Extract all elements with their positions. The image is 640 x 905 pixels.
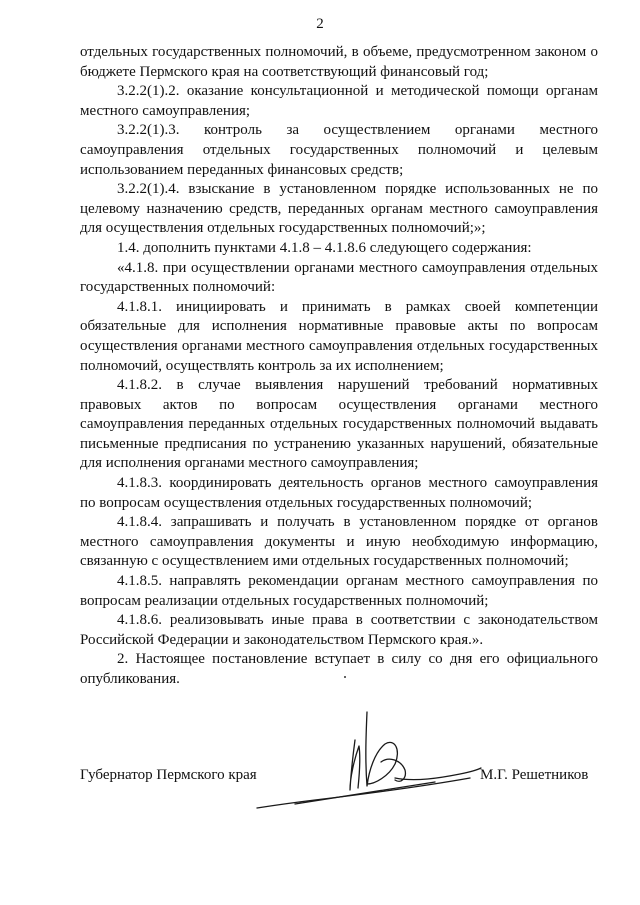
paragraph: 2. Настоящее постановление вступает в силу со дня его официального опубликования. bbox=[80, 651, 598, 687]
paragraph: 4.1.8.2. в случае выявления нарушений требований нормативных правовых актов по вопросам осуществления органами местного самоуправления переданных отдельных государственных полномочий выдавать письменные предписания по устранению указанных нарушений, обязательные для исполнения органами местного самоуправления; bbox=[80, 377, 598, 472]
paragraph: 3.2.2(1).2. оказание консультационной и методической помощи органам местного самоуправления; bbox=[80, 83, 598, 119]
handwritten-signature bbox=[255, 700, 485, 820]
paragraph: 4.1.8.5. направлять рекомендации органам местного самоуправления по вопросам реализации отдельных государственных полномочий; bbox=[80, 573, 598, 609]
page-number: 2 bbox=[316, 16, 324, 32]
paragraph: 4.1.8.3. координировать деятельность органов местного самоуправления по вопросам осуществления отдельных государственных полномочий; bbox=[80, 475, 598, 511]
paragraph: «4.1.8. при осуществлении органами местного самоуправления отдельных государственных полномочий: bbox=[80, 259, 598, 296]
paragraph: 3.2.2(1).4. взыскание в установленном порядке использованных не по целевому назначению средств, переданных органам местного самоуправления для осуществления отдельных государственных полномочий;»; bbox=[80, 181, 598, 237]
signatory-name: М.Г. Решетников bbox=[480, 767, 589, 783]
paragraph: 1.4. дополнить пунктами 4.1.8 – 4.1.8.6 следующего содержания: bbox=[117, 239, 532, 256]
paragraph: 3.2.2(1).3. контроль за осуществлением органами местного самоуправления отдельных государственных полномочий и целевым использованием переданных финансовых средств; bbox=[80, 122, 598, 178]
signatory-position: Губернатор Пермского края bbox=[80, 767, 257, 783]
document-body bbox=[80, 43, 598, 690]
paragraph: 4.1.8.4. запрашивать и получать в установленном порядке от органов местного самоуправления документы и иную необходимую информацию, связанную с осуществлением ими отдельных государственных полномочий; bbox=[80, 514, 598, 570]
paragraph: 4.1.8.6. реализовывать иные права в соответствии с законодательством Российской Федерации и законодательством Пермского края.». bbox=[80, 612, 598, 648]
stray-dot bbox=[344, 676, 346, 678]
paragraph: 4.1.8.1. инициировать и принимать в рамках своей компетенции обязательные для исполнения нормативные правовые акты по вопросам осуществления органами местного самоуправления отдельных государственных полномочий, осуществлять контроль за их исполнением; bbox=[80, 298, 598, 374]
paragraph: отдельных государственных полномочий, в объеме, предусмотренном законом о бюджете Пермского края на соответствующий финансовый год; bbox=[80, 44, 598, 80]
